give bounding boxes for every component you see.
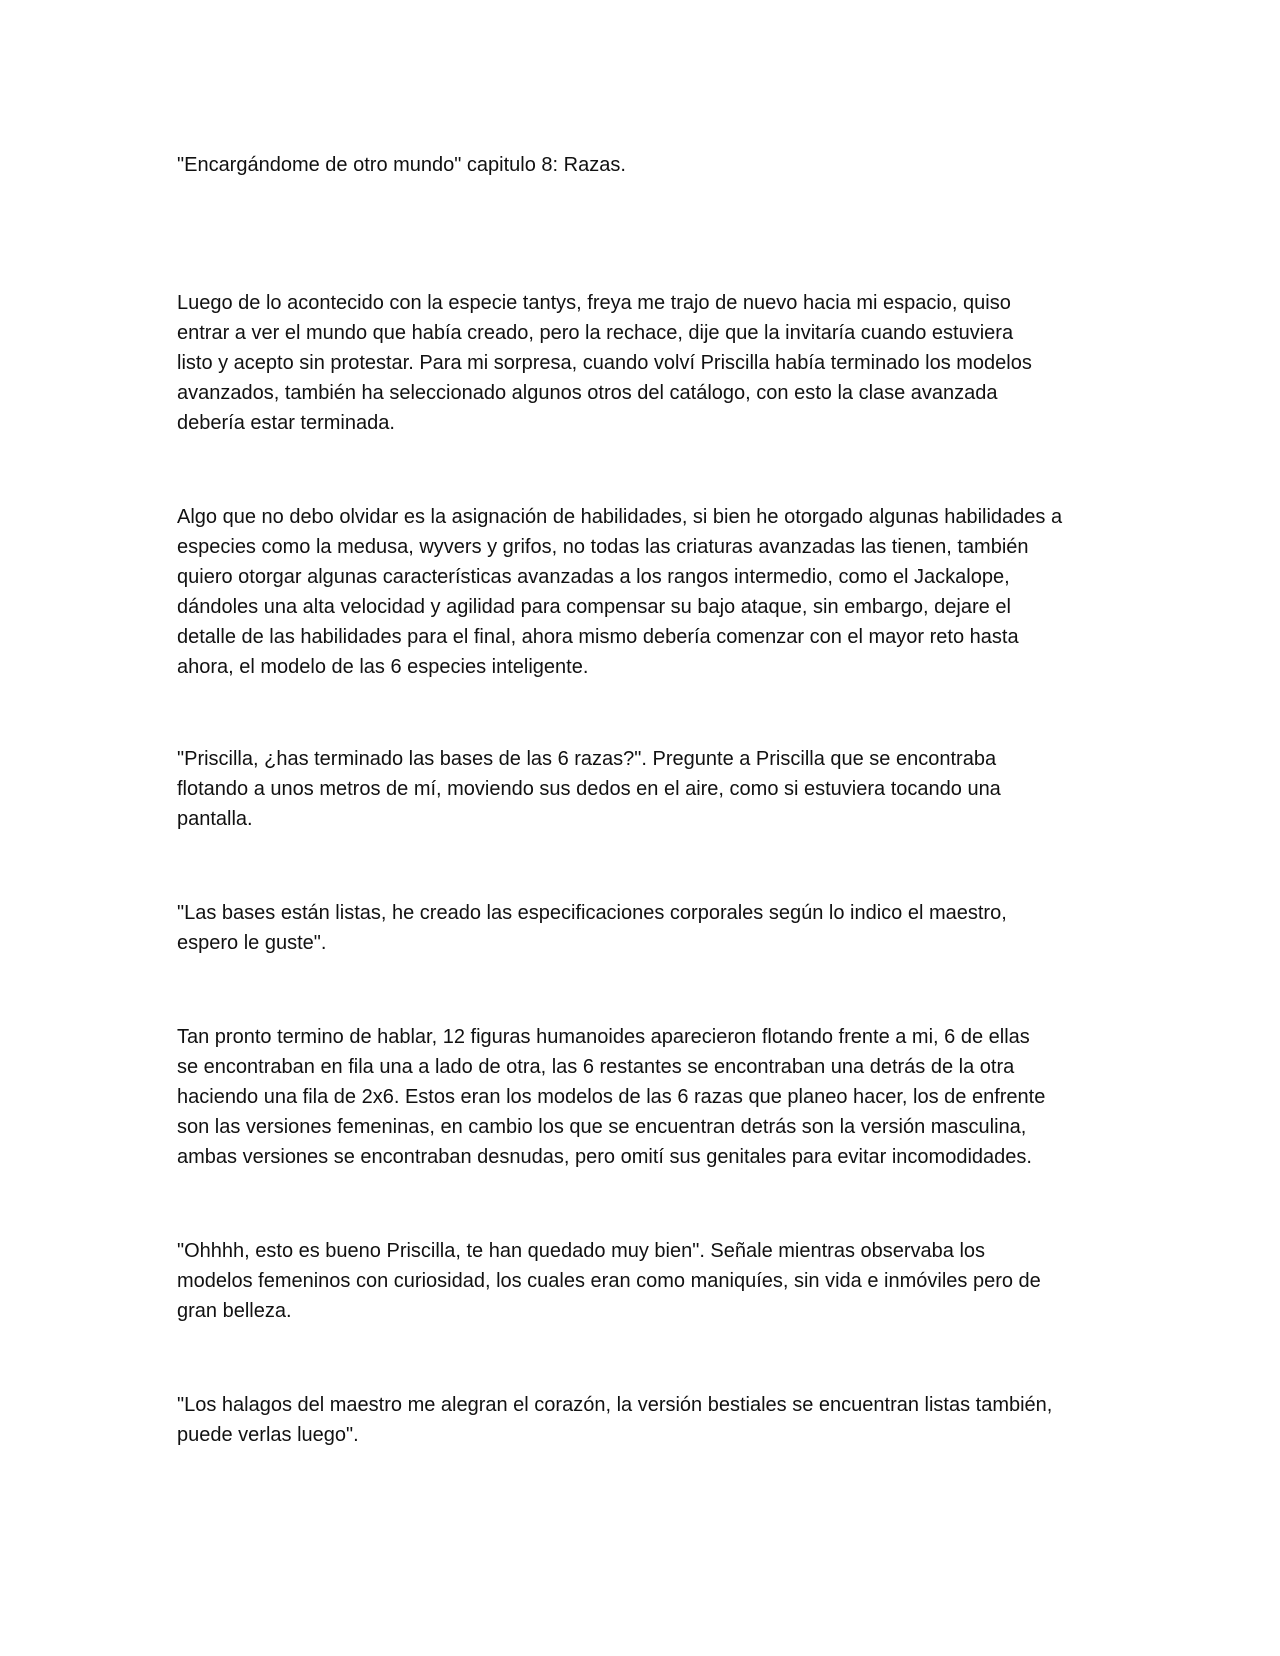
paragraph-3	[177, 744, 1107, 834]
text-line: Tan pronto termino de hablar, 12 figuras humanoides aparecieron flotando frente a mi, 6 de ellas	[177, 1026, 1030, 1048]
text-line: haciendo una fila de 2x6. Estos eran los modelos de las 6 razas que planeo hacer, los de enfrente	[177, 1086, 1046, 1108]
text-line: gran belleza.	[177, 1300, 292, 1322]
paragraph-2	[177, 502, 1107, 682]
document-title: "Encargándome de otro mundo" capitulo 8: Razas.	[177, 154, 626, 176]
text-line: flotando a unos metros de mí, moviendo sus dedos en el aire, como si estuviera tocando una	[177, 778, 1001, 800]
text-line: "Las bases están listas, he creado las especificaciones corporales según lo indico el maestro,	[177, 902, 1007, 924]
text-line: Luego de lo acontecido con la especie tantys, freya me trajo de nuevo hacia mi espacio, quiso	[177, 292, 1011, 314]
paragraph-4	[177, 898, 1107, 958]
text-line: pantalla.	[177, 808, 253, 830]
text-line: ahora, el modelo de las 6 especies inteligente.	[177, 656, 589, 678]
text-line: "Priscilla, ¿has terminado las bases de las 6 razas?". Pregunte a Priscilla que se encontraba	[177, 748, 997, 770]
text-line: avanzados, también ha seleccionado algunos otros del catálogo, con esto la clase avanzada	[177, 382, 998, 404]
text-line: quiero otorgar algunas características avanzadas a los rangos intermedio, como el Jackalope,	[177, 566, 1010, 588]
text-line: debería estar terminada.	[177, 412, 395, 434]
text-line: detalle de las habilidades para el final, ahora mismo debería comenzar con el mayor reto hasta	[177, 626, 1019, 648]
text-line: son las versiones femeninas, en cambio los que se encuentran detrás son la versión masculina,	[177, 1116, 1027, 1138]
text-line: especies como la medusa, wyvers y grifos, no todas las criaturas avanzadas las tienen, también	[177, 536, 1029, 558]
paragraph-6	[177, 1236, 1107, 1326]
text-line: modelos femeninos con curiosidad, los cuales eran como maniquíes, sin vida e inmóviles pero de	[177, 1270, 1041, 1292]
text-line: ambas versiones se encontraban desnudas, pero omití sus genitales para evitar incomodidades.	[177, 1146, 1032, 1168]
text-line: dándoles una alta velocidad y agilidad para compensar su bajo ataque, sin embargo, dejare el	[177, 596, 1011, 618]
text-line: puede verlas luego".	[177, 1424, 359, 1446]
text-line: espero le guste".	[177, 932, 327, 954]
paragraph-7	[177, 1390, 1107, 1450]
paragraph-5	[177, 1022, 1107, 1172]
text-line: "Ohhhh, esto es bueno Priscilla, te han quedado muy bien". Señale mientras observaba los	[177, 1240, 986, 1262]
text-line: se encontraban en fila una a lado de otra, las 6 restantes se encontraban una detrás de la otra	[177, 1056, 1015, 1078]
paragraph-1	[177, 288, 1107, 438]
text-line: listo y acepto sin protestar. Para mi sorpresa, cuando volví Priscilla había terminado los modelos	[177, 352, 1032, 374]
text-line: Algo que no debo olvidar es la asignación de habilidades, si bien he otorgado algunas habilidades a	[177, 506, 1063, 528]
text-line: "Los halagos del maestro me alegran el corazón, la versión bestiales se encuentran listas también,	[177, 1394, 1053, 1416]
text-line: entrar a ver el mundo que había creado, pero la rechace, dije que la invitaría cuando estuviera	[177, 322, 1014, 344]
